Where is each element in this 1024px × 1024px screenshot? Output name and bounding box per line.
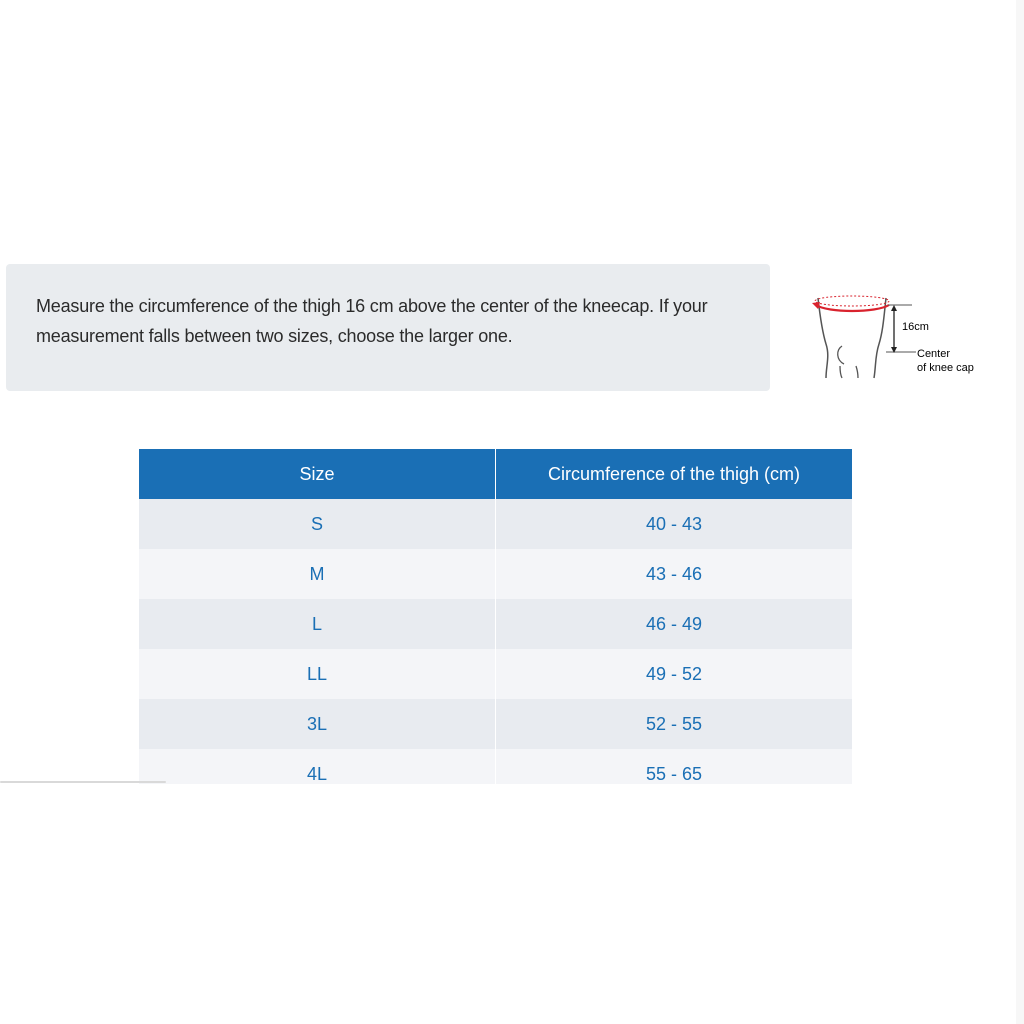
right-edge-strip [1016,0,1024,1024]
scroll-indicator [0,781,166,783]
range-cell: 40 - 43 [496,499,853,549]
measure-band-dashed [815,296,889,306]
center-label-line1: Center [917,348,951,360]
range-cell: 46 - 49 [496,599,853,649]
instruction-box [6,264,770,391]
shin-line-left [840,366,842,378]
header-size: Size [139,449,496,499]
size-cell: L [139,599,496,649]
table-header-row [139,449,852,499]
kneecap-curve [838,346,844,364]
distance-label: 16cm [902,321,929,333]
center-label-line2: of knee cap [917,362,974,374]
range-cell: 55 - 65 [496,749,853,799]
size-cell: S [139,499,496,549]
table-row [139,599,852,649]
size-cell: 4L [139,749,496,799]
instruction-text: Measure the circumference of the thigh 16 cm above the center of the kneecap. If your measurement falls between two sizes, choose the larger one. [36,296,708,346]
header-circumference: Circumference of the thigh (cm) [496,449,853,499]
knee-diagram-svg [806,286,996,386]
range-cell: 43 - 46 [496,549,853,599]
size-chart-table [139,449,852,799]
size-cell: 3L [139,699,496,749]
table-row [139,549,852,599]
table-row [139,699,852,749]
range-cell: 49 - 52 [496,649,853,699]
table-row [139,499,852,549]
knee-measurement-diagram [806,286,996,386]
table-row [139,649,852,699]
bottom-whitespace [0,784,1016,1024]
size-cell: M [139,549,496,599]
shin-line-right [856,366,858,378]
range-cell: 52 - 55 [496,699,853,749]
dimension-arrow-up [891,305,897,311]
size-cell: LL [139,649,496,699]
